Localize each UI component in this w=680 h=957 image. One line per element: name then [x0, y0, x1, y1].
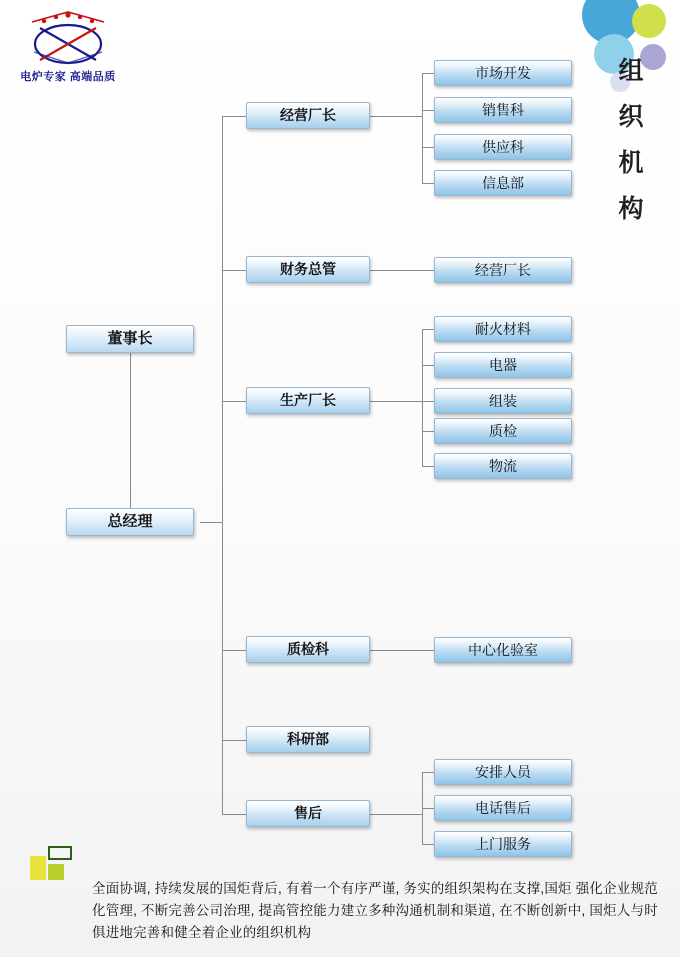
footer-shape-green — [48, 864, 64, 880]
node-information-department[interactable]: 信息部 — [434, 170, 572, 196]
node-general-manager[interactable]: 总经理 — [66, 508, 194, 536]
footer-shape-yellow — [30, 856, 46, 880]
node-arrange-personnel[interactable]: 安排人员 — [434, 759, 572, 785]
connector-finance-out — [370, 270, 434, 271]
node-finance-director[interactable]: 财务总管 — [246, 256, 370, 283]
connector-business-child-4 — [422, 183, 434, 184]
node-phone-aftersales[interactable]: 电话售后 — [434, 795, 572, 821]
connector-business-child-3 — [422, 147, 434, 148]
node-chairman[interactable]: 董事长 — [66, 325, 194, 353]
connector-business-child-1 — [422, 73, 434, 74]
node-quality-department[interactable]: 质检科 — [246, 636, 370, 663]
connector-production-child-2 — [422, 365, 434, 366]
connector-production-child-4 — [422, 431, 434, 432]
connector-business-spine — [422, 73, 423, 183]
node-onsite-service[interactable]: 上门服务 — [434, 831, 572, 857]
connector-spine-to-business — [222, 116, 246, 117]
circle-green-icon — [632, 4, 666, 38]
node-production-director[interactable]: 生产厂长 — [246, 387, 370, 414]
node-quality-inspection[interactable]: 质检 — [434, 418, 572, 444]
title-char-zhi: 织 — [618, 103, 646, 131]
connector-aftersales-child-2 — [422, 808, 434, 809]
connector-spine-to-finance — [222, 270, 246, 271]
connector-spine-to-aftersales — [222, 814, 246, 815]
title-char-gou: 构 — [618, 195, 646, 223]
node-sales-department[interactable]: 销售科 — [434, 97, 572, 123]
title-char-ji: 机 — [618, 149, 646, 177]
node-central-laboratory[interactable]: 中心化验室 — [434, 637, 572, 663]
connector-business-child-2 — [422, 110, 434, 111]
connector-aftersales-child-3 — [422, 844, 434, 845]
page-title — [604, 48, 660, 232]
node-research-department[interactable]: 科研部 — [246, 726, 370, 753]
node-assembly[interactable]: 组装 — [434, 388, 572, 414]
node-business-director[interactable]: 经营厂长 — [246, 102, 370, 129]
connector-production-spine — [422, 329, 423, 466]
connector-aftersales-child-1 — [422, 772, 434, 773]
node-refractory-material[interactable]: 耐火材料 — [434, 316, 572, 342]
node-finance-child-business-director[interactable]: 经营厂长 — [434, 257, 572, 283]
connector-production-child-3 — [422, 401, 434, 402]
connector-gm-stub — [200, 522, 222, 523]
connector-chairman-to-gm — [130, 348, 131, 522]
footer-paragraph: 全面协调, 持续发展的国炬背后, 有着一个有序严谨, 务实的组织架构在支撑,国炬 强化企业规范化管理, 不断完善公司治理, 提高管控能力建立多种沟通机制和渠道, 在不断创新中, 国炬人与时俱进地完善和健全着企业的组织机构 — [92, 881, 658, 940]
node-supply-department[interactable]: 供应科 — [434, 134, 572, 160]
connector-quality-out — [370, 650, 434, 651]
logo-brand-text: 电炉专家 高端品质 — [20, 71, 116, 83]
connector-spine-to-quality — [222, 650, 246, 651]
node-electrical[interactable]: 电器 — [434, 352, 572, 378]
footer-shape-outline — [48, 846, 72, 860]
connector-production-out — [370, 401, 422, 402]
company-logo — [8, 6, 128, 94]
connector-business-out — [370, 116, 422, 117]
title-char-zu: 组 — [618, 57, 646, 85]
connector-aftersales-out — [370, 814, 422, 815]
connector-main-spine — [222, 116, 223, 814]
company-footer-icon — [30, 846, 74, 882]
node-aftersales-department[interactable]: 售后 — [246, 800, 370, 827]
node-market-development[interactable]: 市场开发 — [434, 60, 572, 86]
connector-production-child-5 — [422, 466, 434, 467]
connector-spine-to-research — [222, 740, 246, 741]
electric-furnace-logo-icon — [18, 6, 118, 68]
connector-spine-to-production — [222, 401, 246, 402]
connector-production-child-1 — [422, 329, 434, 330]
node-logistics[interactable]: 物流 — [434, 453, 572, 479]
